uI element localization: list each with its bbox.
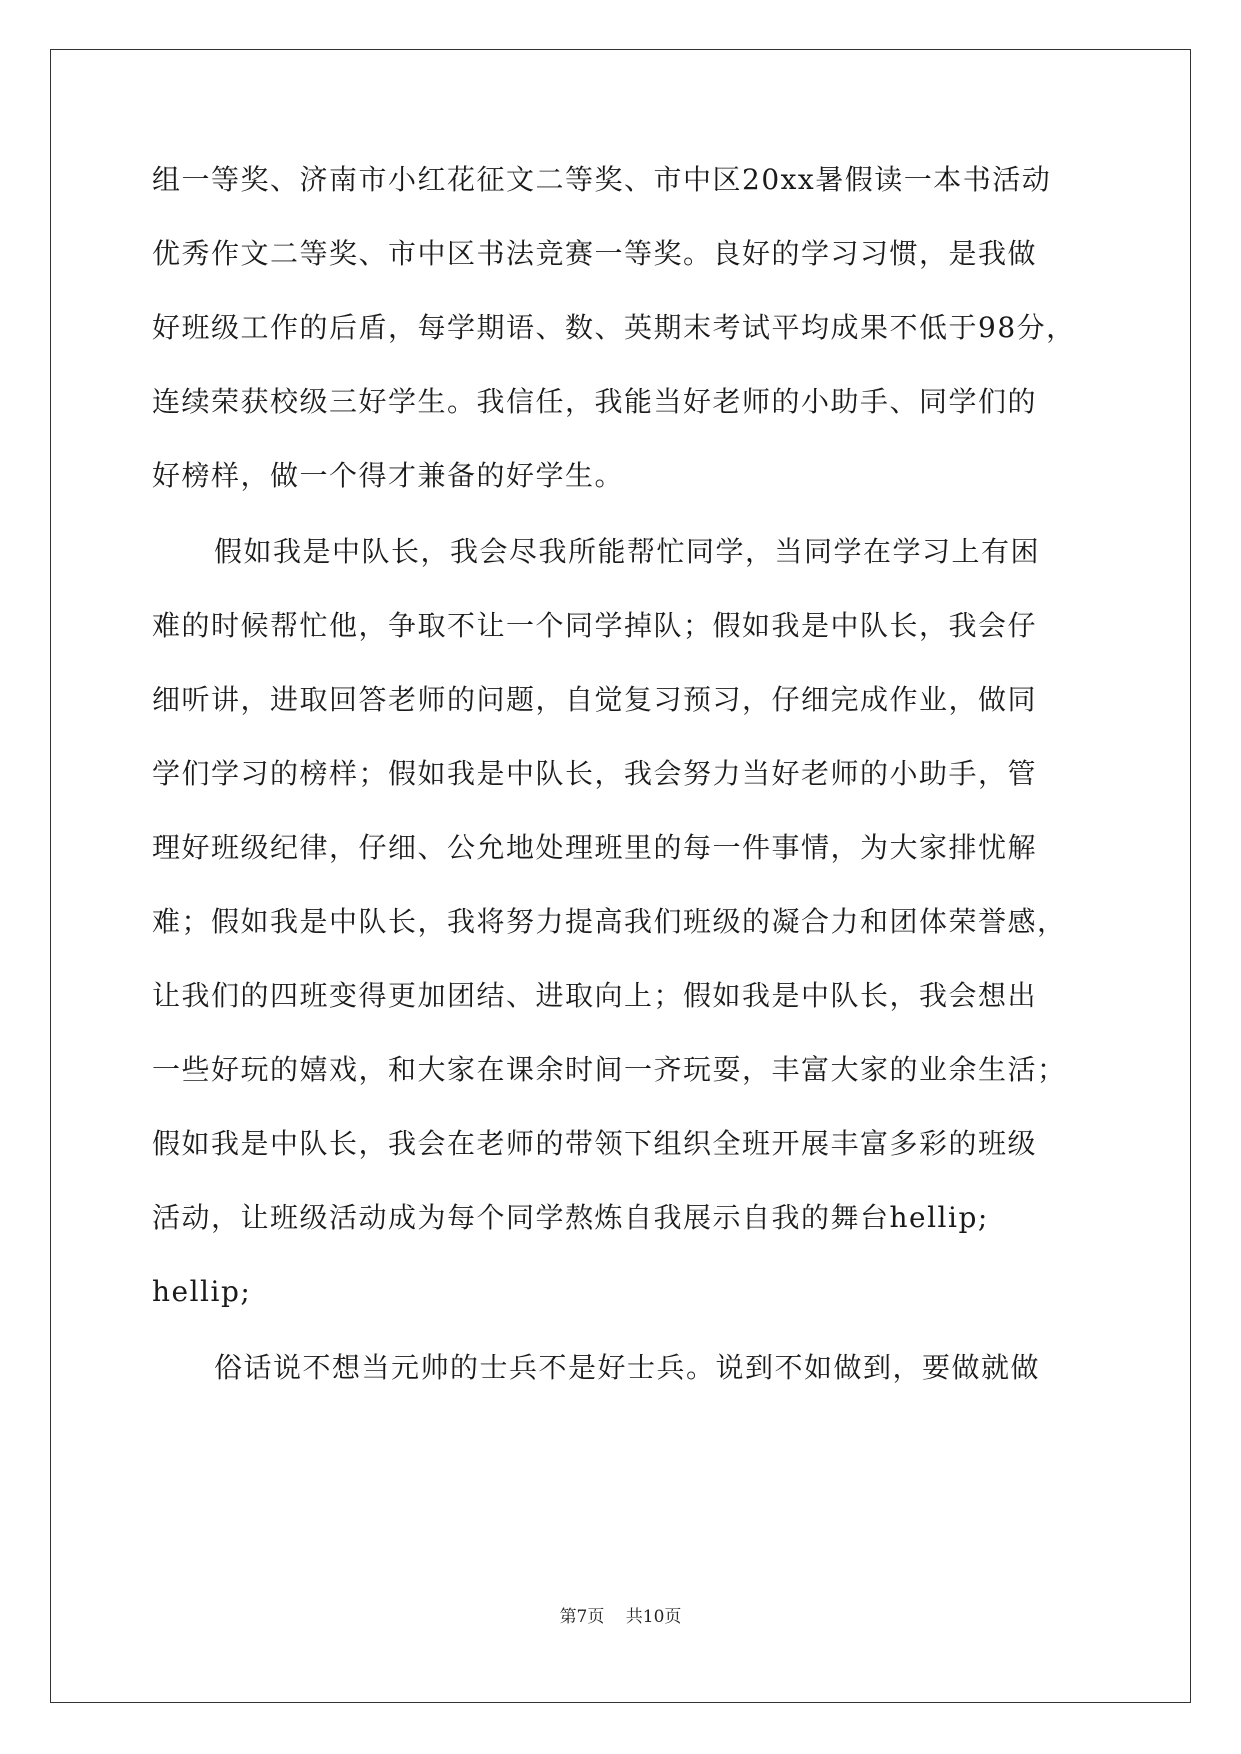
text-line: 好榜样，做一个得才兼备的好学生。 [152, 459, 625, 492]
text-line: 优秀作文二等奖、市中区书法竞赛一等奖。良好的学习习惯，是我做 [152, 237, 1038, 270]
text-line: 让我们的四班变得更加团结、进取向上；假如我是中队长，我会想出 [152, 979, 1038, 1012]
text-line: 假如我是中队长，我会在老师的带领下组织全班开展丰富多彩的班级 [152, 1127, 1038, 1160]
text-line: 好班级工作的后盾，每学期语、数、英期末考试平均成果不低于98分， [152, 311, 1076, 344]
text-line: 连续荣获校级三好学生。我信任，我能当好老师的小助手、同学们的 [152, 385, 1038, 418]
text-line: 难；假如我是中队长，我将努力提高我们班级的凝合力和团体荣誉感， [152, 905, 1067, 938]
paragraph-start-line: 假如我是中队长，我会尽我所能帮忙同学，当同学在学习上有困 [214, 535, 1041, 568]
paragraph-start-line: 俗话说不想当元帅的士兵不是好士兵。说到不如做到，要做就做 [214, 1351, 1041, 1384]
page-total: 共10页 [625, 1607, 682, 1627]
text-line: 学们学习的榜样；假如我是中队长，我会努力当好老师的小助手，管 [152, 757, 1038, 790]
page-border [50, 49, 1191, 1703]
page-number: 第7页 [559, 1607, 605, 1627]
text-line: 组一等奖、济南市小红花征文二等奖、市中区20xx暑假读一本书活动 [152, 163, 1052, 196]
text-line: 理好班级纪律，仔细、公允地处理班里的每一件事情，为大家排忧解 [152, 831, 1038, 864]
text-line: 一些好玩的嬉戏，和大家在课余时间一齐玩耍，丰富大家的业余生活； [152, 1053, 1067, 1086]
text-line: 难的时候帮忙他，争取不让一个同学掉队；假如我是中队长，我会仔 [152, 609, 1038, 642]
text-line: 细听讲，进取回答老师的问题，自觉复习预习，仔细完成作业，做同 [152, 683, 1038, 716]
page-footer [0, 1605, 1241, 1629]
text-line: 活动，让班级活动成为每个同学熬炼自我展示自我的舞台hellip; [152, 1201, 989, 1234]
text-line: hellip; [152, 1275, 252, 1308]
